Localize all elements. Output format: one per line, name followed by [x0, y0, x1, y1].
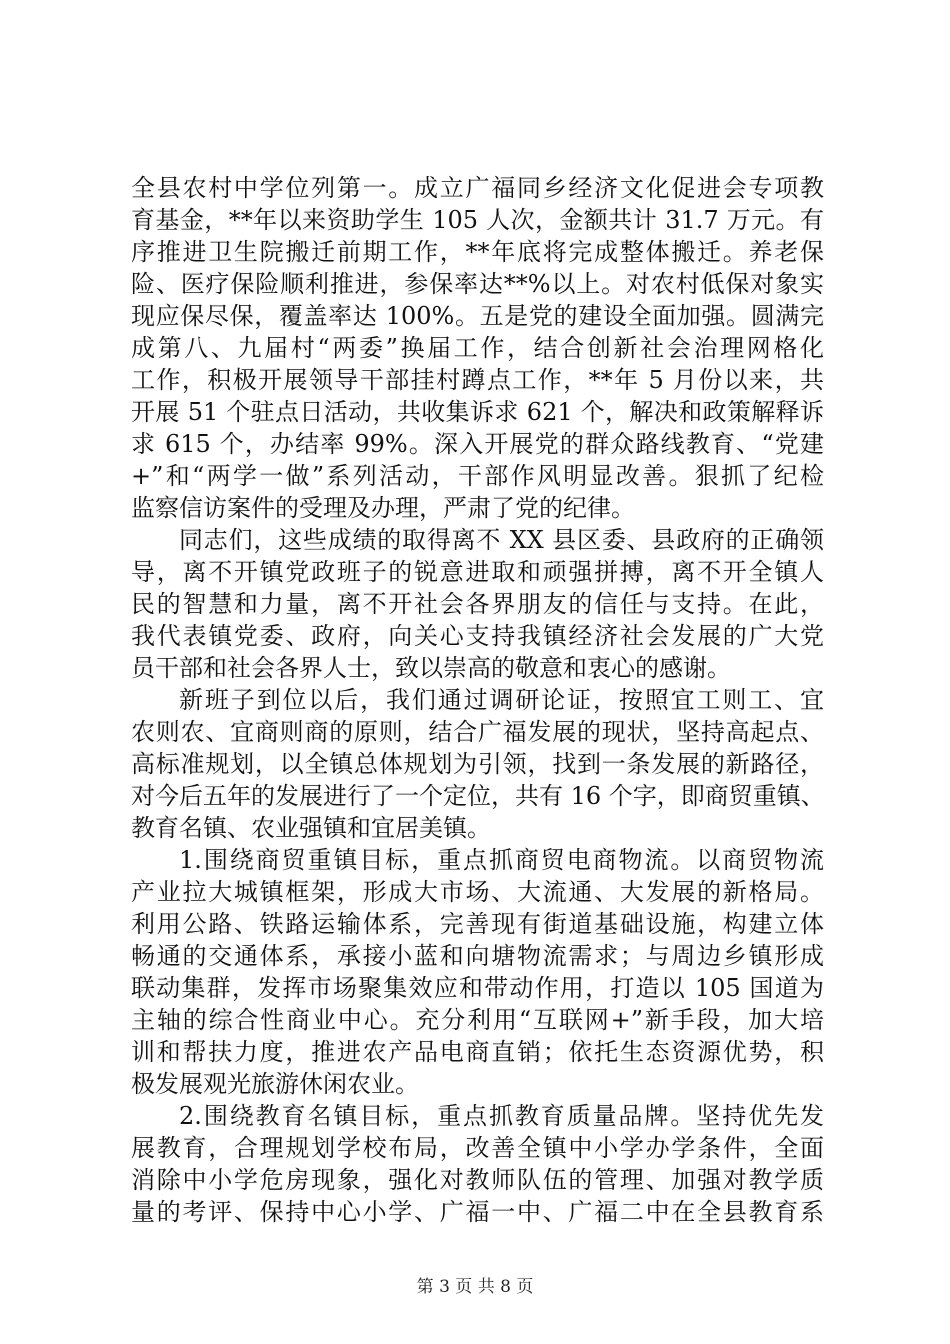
text-line: 农则农、宜商则商的原则，结合广福发展的现状，坚持高起点、 — [131, 718, 824, 746]
text-line: 新班子到位以后，我们通过调研论证，按照宜工则工、宜 — [179, 686, 824, 714]
body-text — [131, 172, 824, 1228]
text-line: 我代表镇党委、政府，向关心支持我镇经济社会发展的广大党 — [131, 622, 824, 650]
text-line: 量的考评、保持中心小学、广福一中、广福二中在全县教育系 — [131, 1198, 824, 1226]
text-line: 消除中小学危房现象，强化对教师队伍的管理、加强对教学质 — [131, 1166, 824, 1194]
text-line: 员干部和社会各界人士，致以崇高的敬意和衷心的感谢。 — [131, 654, 731, 682]
text-line: 产业拉大城镇框架，形成大市场、大流通、大发展的新格局。 — [131, 878, 824, 906]
text-line: +”和“两学一做”系列活动，干部作风明显改善。狠抓了纪检 — [131, 462, 824, 490]
text-line: 工作，积极开展领导干部挂村蹲点工作，**年 5 月份以来，共 — [131, 366, 824, 394]
text-line: 成第八、九届村“两委”换届工作，结合创新社会治理网格化 — [131, 334, 824, 362]
text-line: 育基金，**年以来资助学生 105 人次，金额共计 31.7 万元。有 — [131, 206, 824, 234]
text-line: 2.围绕教育名镇目标，重点抓教育质量品牌。坚持优先发 — [179, 1102, 824, 1130]
text-line: 1.围绕商贸重镇目标，重点抓商贸电商物流。以商贸物流 — [179, 846, 824, 874]
text-line: 序推进卫生院搬迁前期工作，**年底将完成整体搬迁。养老保 — [131, 238, 824, 266]
text-line: 主轴的综合性商业中心。充分利用“互联网+”新手段，加大培 — [131, 1006, 824, 1034]
text-line: 教育名镇、农业强镇和宜居美镇。 — [131, 814, 491, 842]
text-line: 全县农村中学位列第一。成立广福同乡经济文化促进会专项教 — [131, 174, 824, 202]
text-line: 训和帮扶力度，推进农产品电商直销；依托生态资源优势，积 — [131, 1038, 824, 1066]
text-line: 导，离不开镇党政班子的锐意进取和顽强拼搏，离不开全镇人 — [131, 558, 824, 586]
page-number: 第 3 页 共 8 页 — [416, 1277, 534, 1297]
text-line: 险、医疗保险顺利推进，参保率达**%以上。对农村低保对象实 — [131, 270, 824, 298]
text-line: 高标准规划，以全镇总体规划为引领，找到一条发展的新路径， — [131, 750, 824, 778]
text-line: 极发展观光旅游休闲农业。 — [131, 1070, 419, 1098]
text-line: 求 615 个，办结率 99%。深入开展党的群众路线教育、“党建 — [131, 430, 824, 458]
text-line: 监察信访案件的受理及办理，严肃了党的纪律。 — [131, 494, 635, 522]
text-line: 现应保尽保，覆盖率达 100%。五是党的建设全面加强。圆满完 — [131, 302, 824, 330]
text-line: 畅通的交通体系，承接小蓝和向塘物流需求；与周边乡镇形成 — [131, 942, 824, 970]
text-line: 同志们，这些成绩的取得离不 XX 县区委、县政府的正确领 — [179, 526, 824, 554]
text-line: 对今后五年的发展进行了一个定位，共有 16 个字，即商贸重镇、 — [131, 782, 825, 810]
text-line: 展教育，合理规划学校布局，改善全镇中小学办学条件，全面 — [131, 1134, 824, 1162]
text-line: 利用公路、铁路运输体系，完善现有街道基础设施，构建立体 — [131, 910, 824, 938]
text-line: 开展 51 个驻点日活动，共收集诉求 621 个，解决和政策解释诉 — [131, 398, 824, 426]
text-line: 民的智慧和力量，离不开社会各界朋友的信任与支持。在此， — [131, 590, 824, 618]
text-line: 联动集群，发挥市场聚集效应和带动作用，打造以 105 国道为 — [131, 974, 824, 1002]
